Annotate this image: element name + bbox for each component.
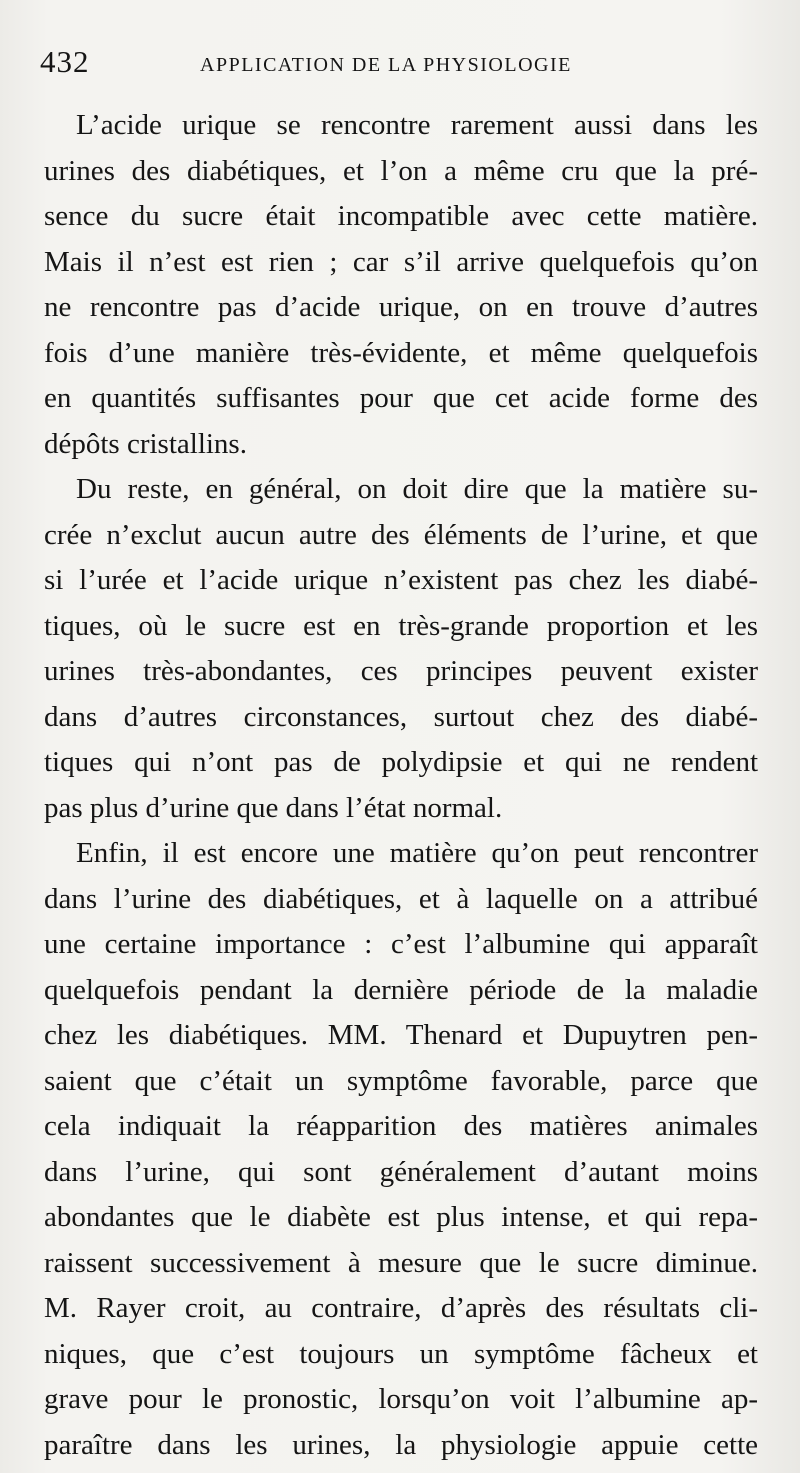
text-line: L’acide urique se rencontre rarement aussi dans les [76,109,758,141]
text-line: dans l’urine des diabétiques, et à laquelle on a attribué [44,882,758,915]
text-line: cela indiquait la réapparition des matières animales [44,1110,758,1142]
text-line: sence du sucre était incompatible avec cette matière. [44,200,758,232]
text-line: une certaine importance : c’est l’albumine qui apparaît [44,928,758,960]
text-line: dépôts cristallins. [44,427,247,460]
text-line: en quantités suffisantes pour que cet acide forme des [44,382,758,414]
text-line: Mais il n’est est rien ; car s’il arrive quelquefois qu’on [44,245,758,278]
running-head: APPLICATION DE LA PHYSIOLOGIE [200,54,572,76]
text-line: niques, que c’est toujours un symptôme fâcheux et [44,1337,758,1370]
text-line: saient que c’était un symptôme favorable, parce que [44,1064,758,1097]
text-line: tiques, où le sucre est en très-grande proportion et les [44,609,758,642]
text-line: Du reste, en général, on doit dire que la matière su- [76,473,758,505]
text-line: dans d’autres circonstances, surtout chez des diabé- [44,700,758,733]
paragraph [44,103,758,467]
text-line: pas plus d’urine que dans l’état normal. [44,791,503,824]
text-line: si l’urée et l’acide urique n’existent pas chez les diabé- [44,564,758,596]
text-line: raissent successivement à mesure que le sucre diminue. [44,1246,758,1279]
text-line: quelquefois pendant la dernière période de la maladie [44,973,758,1006]
text-line: tiques qui n’ont pas de polydipsie et qui ne rendent [44,746,758,778]
page-number: 432 [40,44,90,79]
text-line: chez les diabétiques. MM. Thenard et Dupuytren pen- [44,1019,758,1051]
text-line: crée n’exclut aucun autre des éléments de l’urine, et que [44,518,758,551]
text-line: ne rencontre pas d’acide urique, on en trouve d’autres [44,291,758,323]
text-line: fois d’une manière très-évidente, et même quelquefois [44,336,758,369]
text-line: urines des diabétiques, et l’on a même cru que la pré- [44,154,758,187]
text-line: Enfin, il est encore une matière qu’on peut rencontrer [76,837,758,869]
page-header [40,44,760,88]
text-line: grave pour le pronostic, lorsqu’on voit l’albumine ap- [44,1383,758,1415]
paragraph [44,831,758,1468]
paragraph [44,467,758,831]
text-line: paraître dans les urines, la physiologie appuie cette [44,1428,758,1461]
body-text [44,103,758,1468]
text-line: urines très-abondantes, ces principes peuvent exister [44,655,758,687]
text-line: M. Rayer croit, au contraire, d’après des résultats cli- [44,1292,758,1324]
text-line: abondantes que le diabète est plus intense, et qui repa- [44,1201,758,1233]
text-line: dans l’urine, qui sont généralement d’autant moins [44,1155,758,1188]
